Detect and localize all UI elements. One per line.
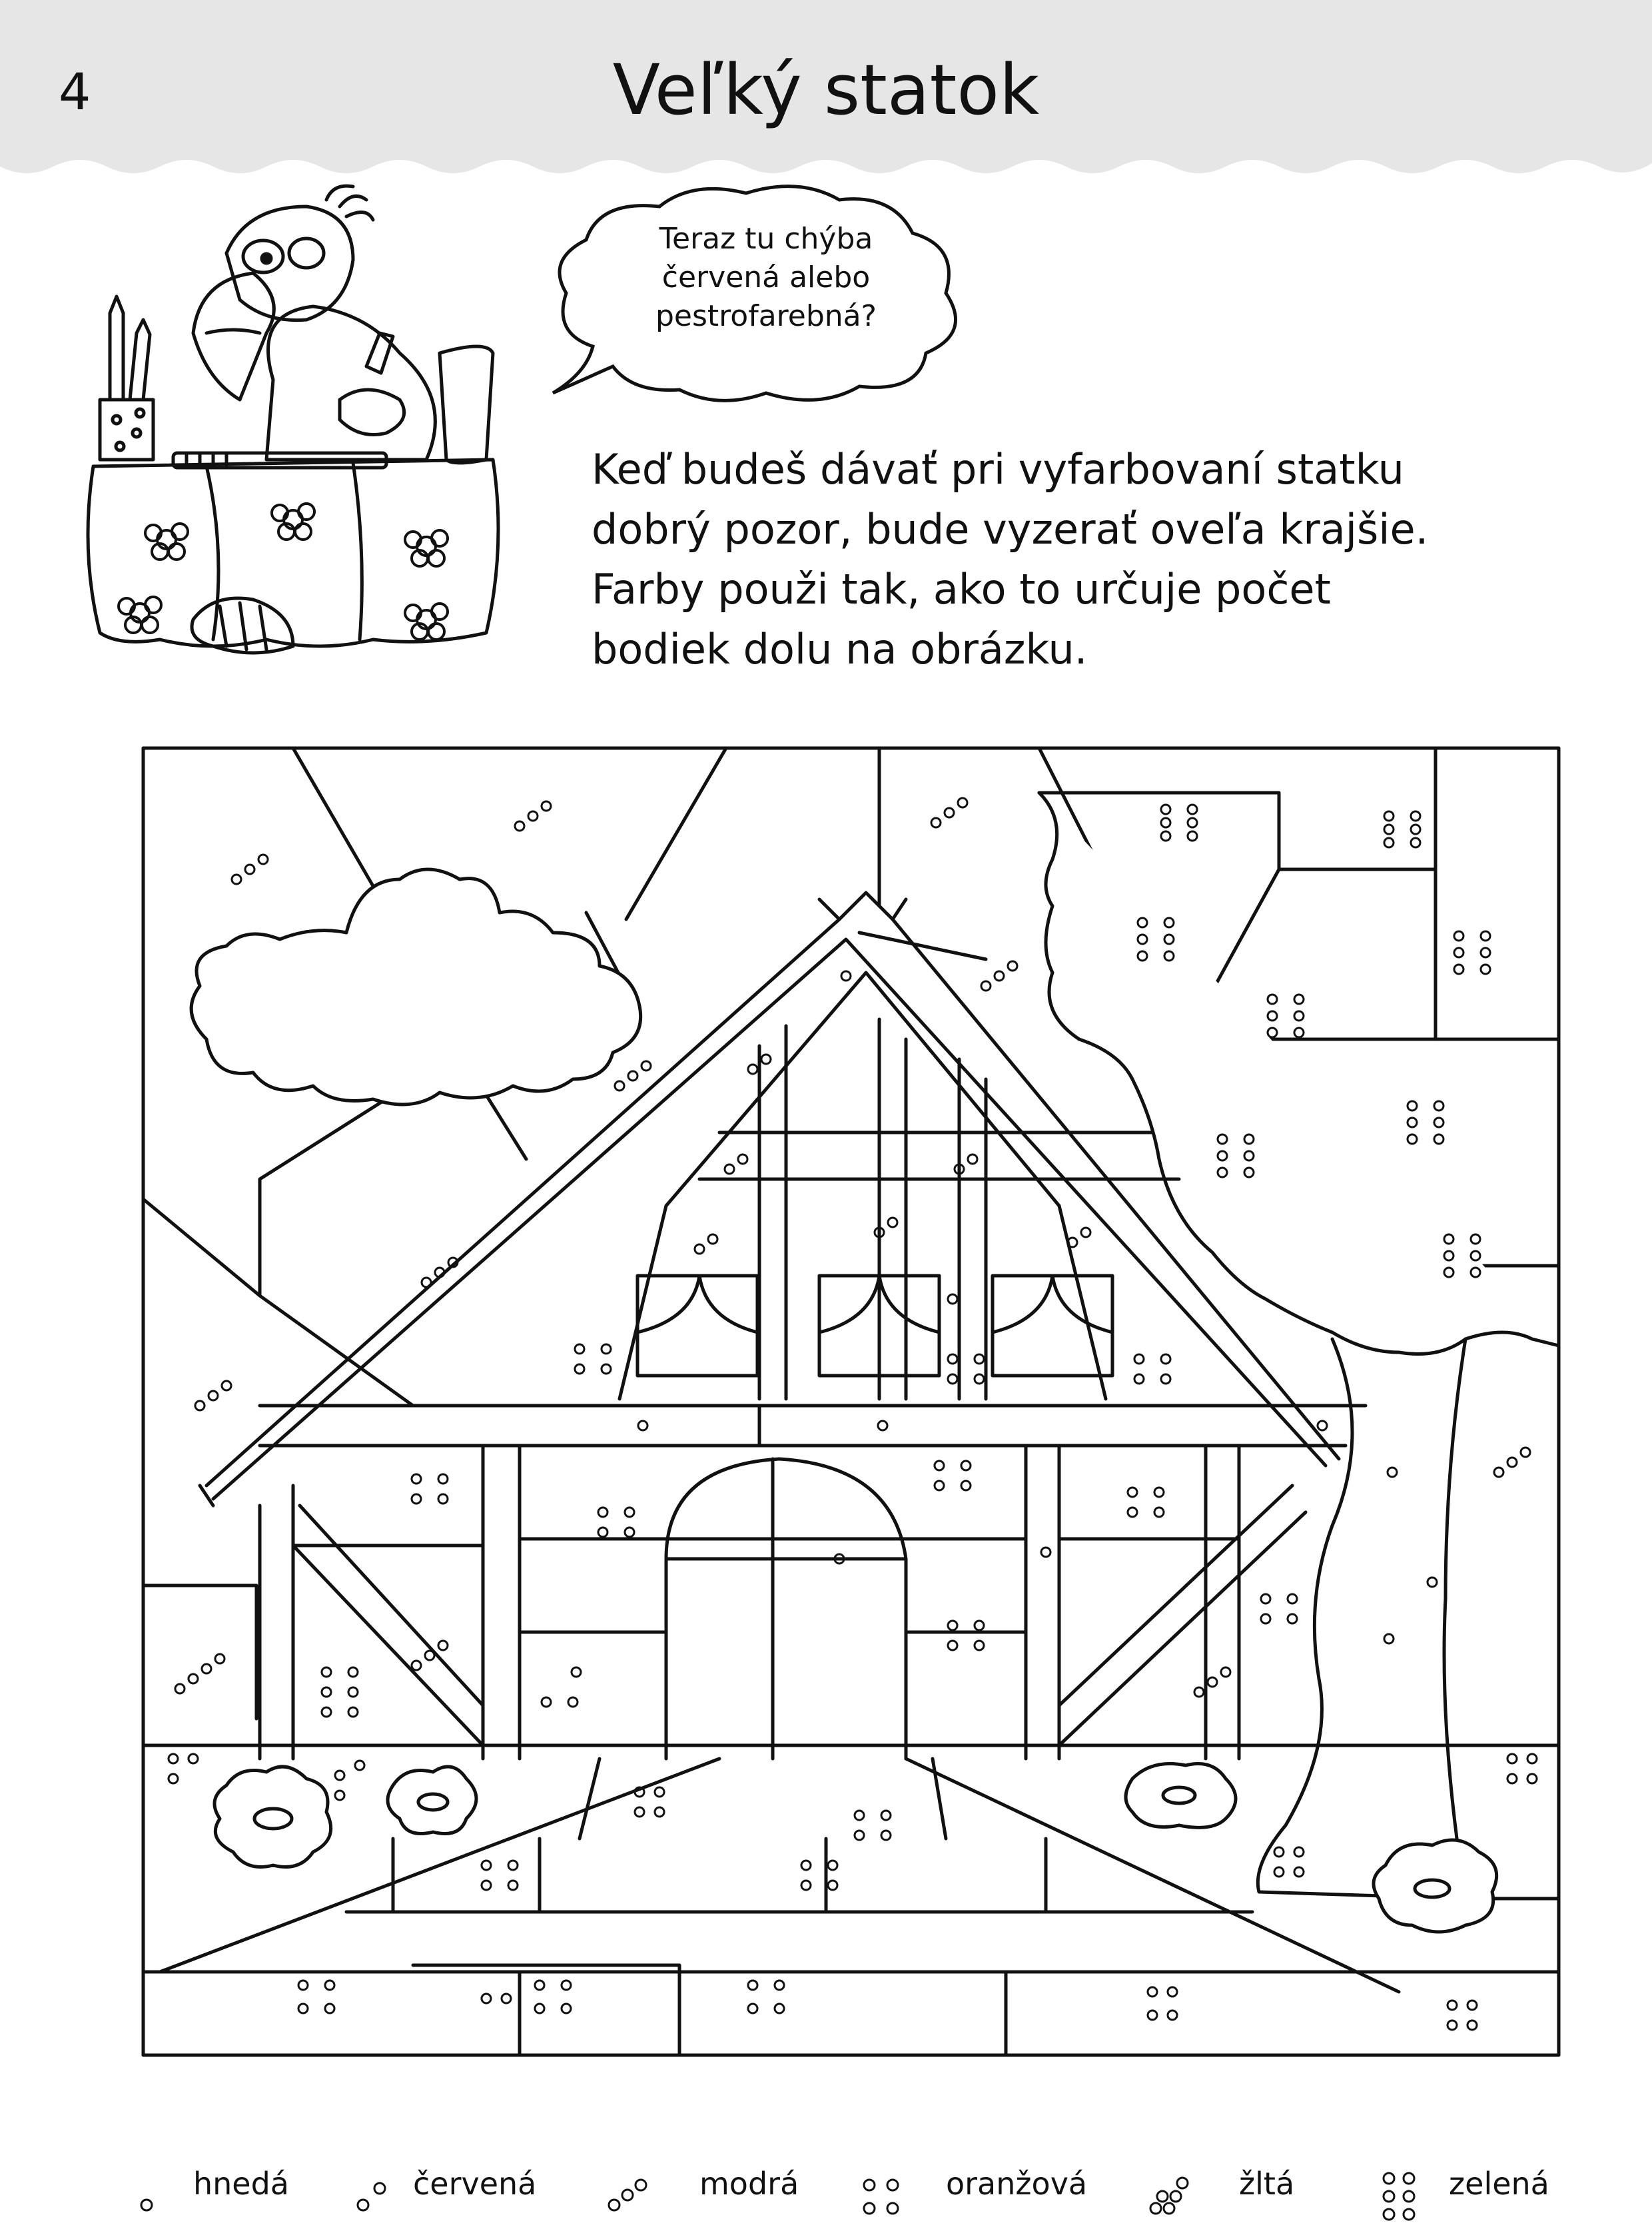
instruction-line: dobrý pozor, bude vyzerať oveľa krajšie. — [592, 505, 1429, 554]
instructions-paragraph — [592, 440, 1604, 679]
legend-label: oranžová — [946, 2166, 1088, 2202]
speech-bubble-text — [600, 220, 933, 336]
page-title: Veľký statok — [612, 49, 1040, 131]
door — [666, 1459, 906, 1759]
cloud — [191, 869, 641, 1105]
color-legend — [127, 2148, 1559, 2235]
gable-windows — [637, 1276, 1112, 1376]
gable-beams — [699, 1019, 1179, 1399]
four-dots-icon — [859, 2168, 906, 2222]
ground-path — [143, 1745, 1559, 2055]
color-code-dots — [169, 798, 1537, 2030]
legend-label: modrá — [699, 2166, 799, 2202]
one-dot-icon — [127, 2168, 167, 2215]
page-number: 4 — [59, 62, 91, 121]
speech-line: pestrofarebná? — [655, 299, 877, 333]
speech-line: Teraz tu chýba — [659, 222, 873, 256]
bird-at-desk-illustration — [53, 180, 520, 679]
legend-label: červená — [413, 2166, 537, 2202]
legend-label: zelená — [1449, 2166, 1549, 2202]
legend-label: hnedá — [193, 2166, 289, 2202]
tree-crown — [1039, 793, 1559, 1354]
legend-label: žltá — [1239, 2166, 1295, 2202]
five-dots-icon — [1146, 2168, 1199, 2222]
three-dots-icon — [606, 2168, 653, 2215]
instruction-line: Keď budeš dávať pri vyfarbovaní statku — [592, 445, 1404, 494]
two-dots-icon — [353, 2168, 393, 2215]
speech-line: červená alebo — [661, 260, 871, 294]
six-dots-icon — [1379, 2168, 1426, 2228]
instruction-line: Farby použi tak, ako to určuje počet — [592, 565, 1331, 614]
sky-regions — [143, 748, 1559, 1745]
tree-trunk — [1258, 1339, 1559, 1899]
instruction-line: bodiek dolu na obrázku. — [592, 625, 1088, 673]
house-walls — [260, 1446, 1306, 1759]
house-roof — [200, 893, 1339, 1506]
flowers — [214, 1764, 1497, 1933]
